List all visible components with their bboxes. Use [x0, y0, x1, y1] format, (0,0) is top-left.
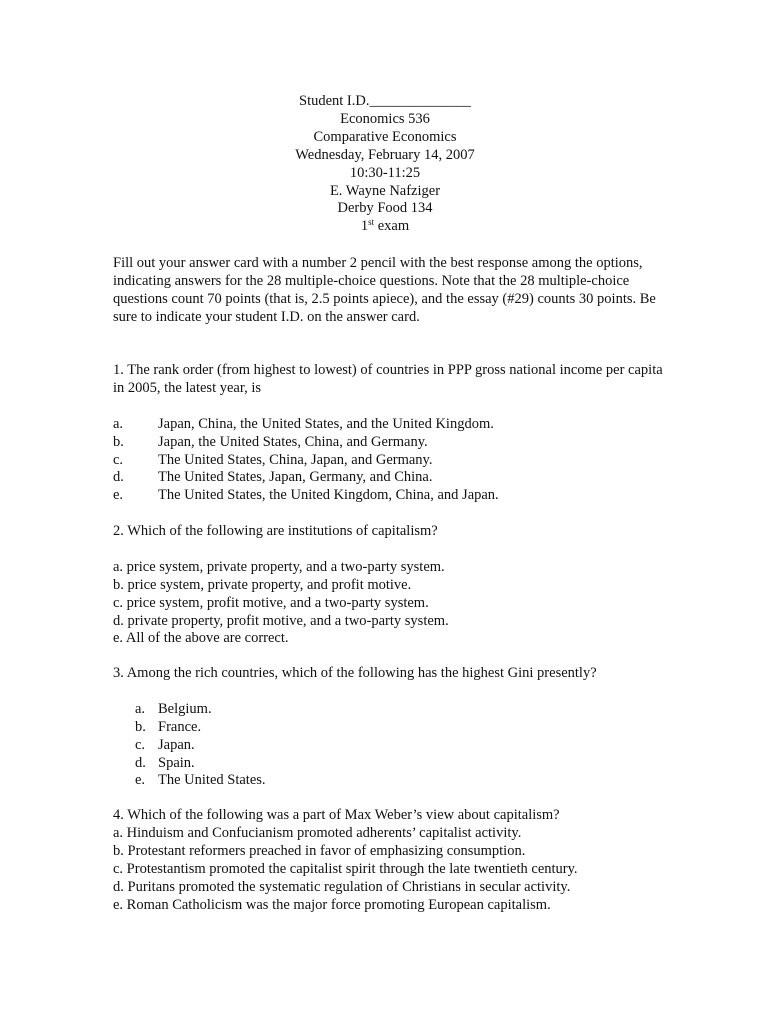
- question-text: 3. Among the rich countries, which of the following has the highest Gini presently?: [113, 665, 597, 681]
- option-letter: a.: [135, 700, 146, 717]
- question-text: 4. Which of the following was a part of Max Weber’s view about capitalism?: [113, 807, 560, 823]
- option-d: d. Puritans promoted the systematic regulation of Christians in secular activity.: [113, 878, 571, 895]
- option-d: [113, 469, 663, 487]
- option-letter: e.: [113, 487, 124, 504]
- option-c: [113, 737, 663, 755]
- exam-number: [0, 218, 770, 236]
- option-text: The United States.: [158, 772, 266, 789]
- option-letter: d.: [113, 469, 124, 486]
- option-d: [113, 755, 663, 773]
- course-title: Comparative Economics: [313, 128, 457, 145]
- option-e: [113, 487, 663, 505]
- option-text: Japan, China, the United States, and the United Kingdom.: [158, 415, 494, 432]
- question-1: [113, 362, 663, 505]
- exam-word: exam: [374, 218, 410, 235]
- exam-room: Derby Food 134: [337, 200, 433, 217]
- exam-number-digit: 1: [360, 218, 369, 235]
- option-e: e. All of the above are correct.: [113, 630, 289, 647]
- option-c: [113, 452, 663, 470]
- option-text: The United States, Japan, Germany, and China.: [158, 469, 433, 486]
- option-letter: d.: [135, 754, 146, 771]
- option-a: [113, 416, 663, 434]
- question-4: [113, 807, 663, 914]
- option-a: a. Hinduism and Confucianism promoted adherents’ capitalist activity.: [113, 824, 522, 841]
- option-a: a. price system, private property, and a two-party system.: [113, 558, 445, 575]
- option-a: [113, 701, 663, 719]
- option-letter: a.: [113, 415, 124, 432]
- question-text: 2. Which of the following are institutions of capitalism?: [113, 523, 438, 539]
- option-d: d. private property, profit motive, and a two-party system.: [113, 612, 449, 629]
- exam-time: 10:30-11:25: [349, 164, 421, 181]
- option-letter: c.: [135, 736, 146, 753]
- option-b: b. Protestant reformers preached in favor of emphasizing consumption.: [113, 842, 526, 859]
- option-text: The United States, the United Kingdom, China, and Japan.: [158, 487, 499, 504]
- option-letter: b.: [113, 433, 124, 450]
- question-text: 1. The rank order (from highest to lowest) of countries in PPP gross national income per capita in 2005, the latest year, is: [113, 362, 663, 396]
- exam-number-suffix: st: [368, 217, 375, 228]
- instructions: [113, 255, 663, 327]
- option-text: Japan, the United States, China, and Germany.: [158, 433, 428, 450]
- question-2: [113, 523, 663, 648]
- instructor-name: E. Wayne Nafziger: [329, 182, 441, 199]
- question-3: [113, 665, 663, 790]
- option-b: b. price system, private property, and profit motive.: [113, 576, 412, 593]
- option-text: France.: [158, 718, 202, 735]
- option-b: [113, 434, 663, 452]
- instructions-text: Fill out your answer card with a number 2 pencil with the best response among the options, indicating answers for the 28 multiple-choice questions. Note that the 28 multiple-choice questions count 70 points (that is, 2.5 points apiece), and the essay (#29) counts 30 points. Be sure to indicate your student I.D. on the answer card.: [113, 255, 656, 325]
- option-text: The United States, China, Japan, and Germany.: [158, 451, 433, 468]
- option-text: Spain.: [158, 754, 195, 771]
- option-c: c. Protestantism promoted the capitalist spirit through the late twentieth century.: [113, 860, 578, 877]
- option-letter: b.: [135, 718, 146, 735]
- option-letter: e.: [135, 772, 146, 789]
- exam-date: Wednesday, February 14, 2007: [295, 146, 475, 163]
- exam-header: [0, 93, 770, 236]
- option-letter: c.: [113, 451, 124, 468]
- option-e: [113, 772, 663, 790]
- course-number: Economics 536: [340, 110, 430, 127]
- option-e: e. Roman Catholicism was the major force promoting European capitalism.: [113, 896, 551, 913]
- option-c: c. price system, profit motive, and a two-party system.: [113, 594, 429, 611]
- student-id-line: Student I.D.______________: [299, 93, 471, 109]
- option-text: Japan.: [158, 736, 195, 753]
- option-text: Belgium.: [158, 700, 212, 717]
- option-b: [113, 719, 663, 737]
